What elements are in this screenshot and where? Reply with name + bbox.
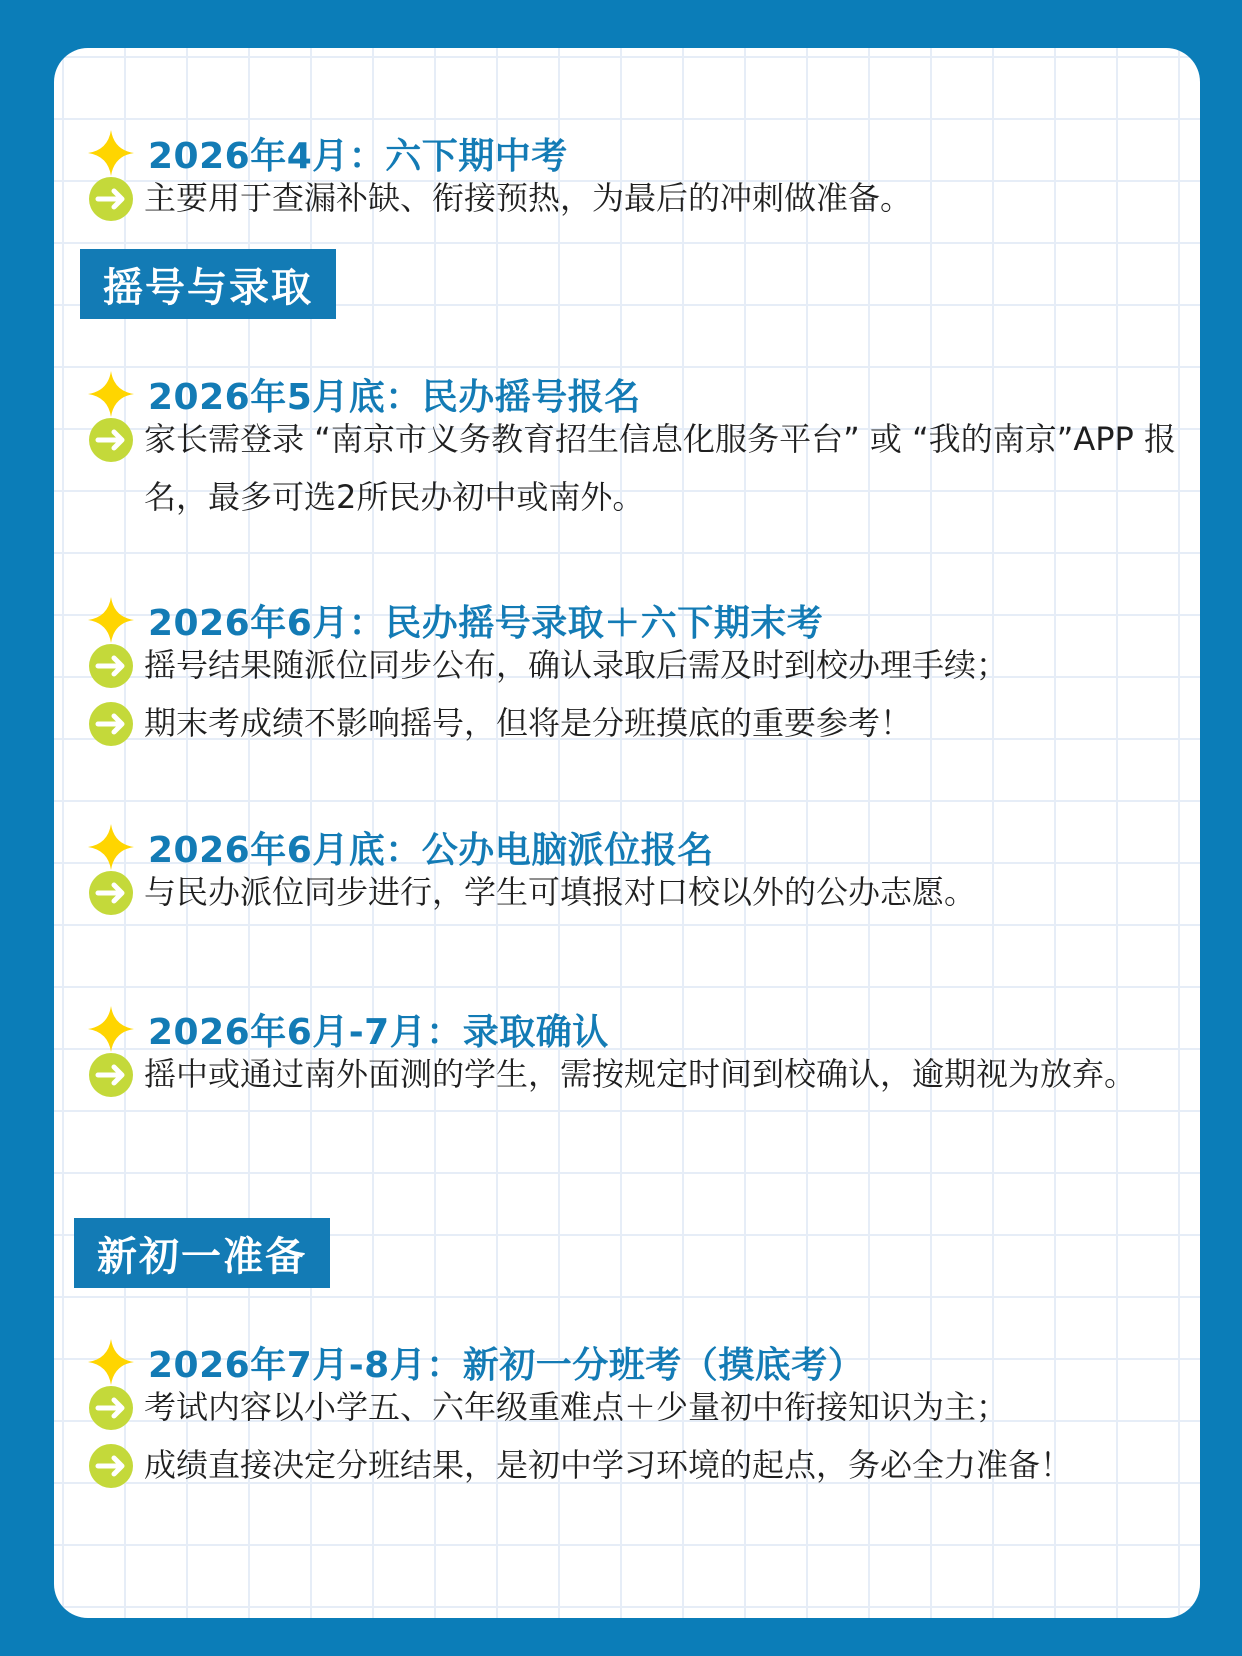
timeline-header-text: 2026年5月底：民办摇号报名 bbox=[148, 376, 641, 418]
bullet-item bbox=[86, 694, 1176, 752]
bullet-item bbox=[86, 636, 1176, 694]
bullet-item bbox=[86, 1045, 1176, 1103]
arrow-right-circle-icon bbox=[88, 1052, 134, 1098]
arrow-right-circle-icon bbox=[88, 1443, 134, 1489]
bullet-text: 家长需登录 “南京市义务教育招生信息化服务平台” 或 “我的南京”APP 报名，最多可选2所民办初中或南外。 bbox=[144, 420, 1176, 516]
bullet-item bbox=[86, 1436, 1176, 1494]
bullet-text: 摇中或通过南外面测的学生，需按规定时间到校确认，逾期视为放弃。 bbox=[144, 1055, 1137, 1093]
arrow-right-circle-icon bbox=[88, 176, 134, 222]
timeline-header-text: 2026年6月：民办摇号录取＋六下期末考 bbox=[148, 602, 824, 644]
bullet-text: 考试内容以小学五、六年级重难点＋少量初中衔接知识为主； bbox=[144, 1388, 1009, 1426]
content-card bbox=[54, 48, 1200, 1618]
section-title: 新初一准备 bbox=[74, 1218, 330, 1288]
arrow-right-circle-icon bbox=[88, 701, 134, 747]
bullet-text: 与民办派位同步进行，学生可填报对口校以外的公办志愿。 bbox=[144, 873, 977, 911]
bullet-item bbox=[86, 863, 1176, 921]
timeline-header-text: 2026年7月-8月：新初一分班考（摸底考） bbox=[148, 1344, 865, 1386]
section-title: 摇号与录取 bbox=[80, 249, 336, 319]
arrow-right-circle-icon bbox=[88, 1385, 134, 1431]
bullet-item bbox=[86, 169, 1176, 227]
bullet-text: 摇号结果随派位同步公布，确认录取后需及时到校办理手续； bbox=[144, 646, 1009, 684]
timeline-header-text: 2026年6月-7月：录取确认 bbox=[148, 1011, 609, 1053]
bullet-text: 主要用于查漏补缺、衔接预热，为最后的冲刺做准备。 bbox=[144, 179, 913, 217]
bullet-item bbox=[86, 410, 1176, 526]
timeline-header-text: 2026年6月底：公办电脑派位报名 bbox=[148, 829, 714, 871]
bullet-text: 期末考成绩不影响摇号，但将是分班摸底的重要参考！ bbox=[144, 704, 913, 742]
bullet-text: 成绩直接决定分班结果，是初中学习环境的起点，务必全力准备！ bbox=[144, 1446, 1073, 1484]
arrow-right-circle-icon bbox=[88, 417, 134, 463]
arrow-right-circle-icon bbox=[88, 643, 134, 689]
arrow-right-circle-icon bbox=[88, 870, 134, 916]
bullet-item bbox=[86, 1378, 1176, 1436]
timeline-header-text: 2026年4月：六下期中考 bbox=[148, 135, 568, 177]
